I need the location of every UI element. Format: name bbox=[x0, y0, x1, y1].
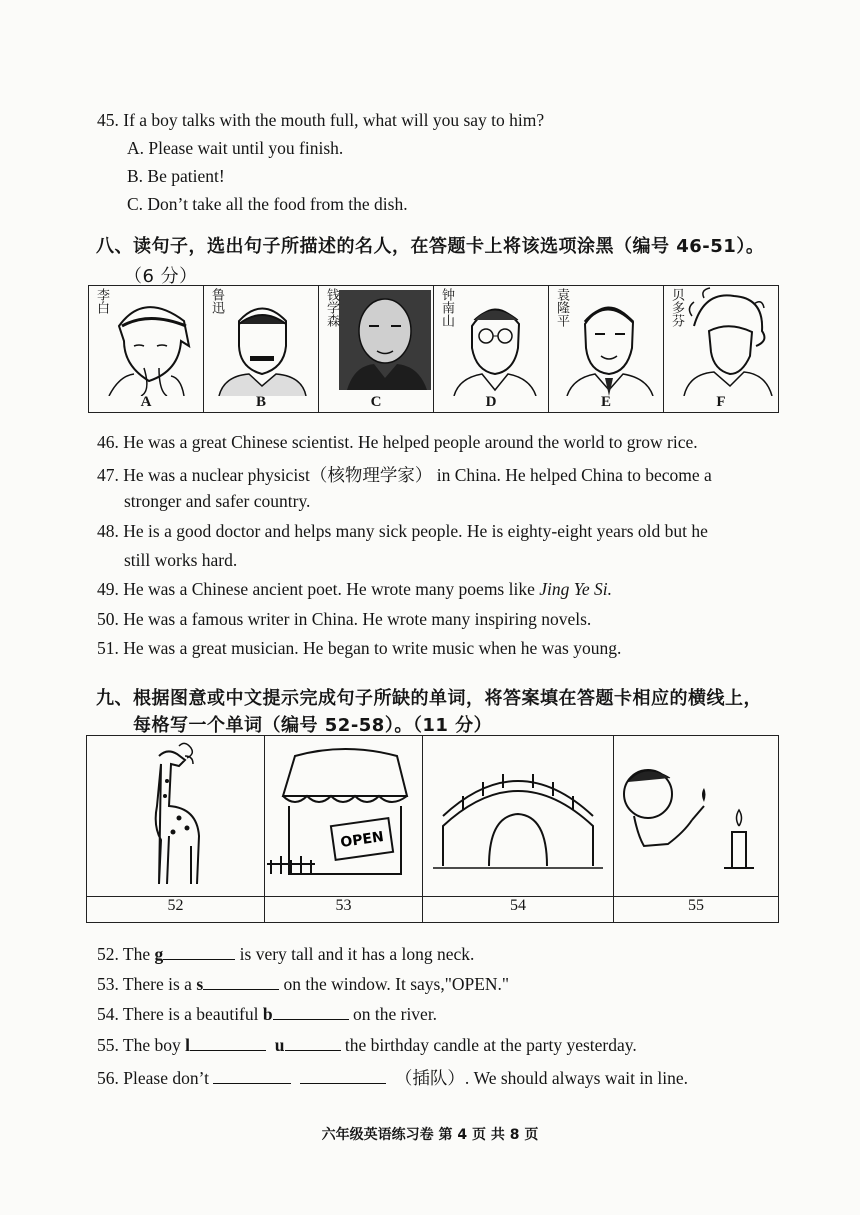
picture-number: 55 bbox=[614, 897, 779, 923]
open-sign: OPEN bbox=[339, 829, 385, 851]
portrait-table bbox=[88, 285, 779, 413]
section-8-heading: 八、读句子，选出句子所描述的名人，在答题卡上将该选项涂黑（编号 46-51）。 bbox=[96, 236, 765, 257]
answer-blank[interactable] bbox=[285, 1036, 341, 1051]
q53-post: on the window. It says,"OPEN." bbox=[279, 974, 510, 994]
portrait-cell-c bbox=[319, 286, 434, 413]
option-letter: D bbox=[485, 394, 497, 410]
picture-giraffe-cell bbox=[87, 736, 265, 897]
picture-number: 53 bbox=[265, 897, 423, 923]
section-9-heading: 九、根据图意或中文提示完成句子所缺的单词，将答案填在答题卡相应的横线上， bbox=[96, 688, 762, 709]
q52-pre: 52. The bbox=[97, 944, 155, 964]
bridge-icon bbox=[423, 736, 613, 896]
option-letter: B bbox=[255, 394, 266, 410]
question-55 bbox=[97, 1035, 637, 1056]
question-54 bbox=[97, 1004, 437, 1025]
shop-icon bbox=[265, 736, 422, 896]
picture-number: 52 bbox=[87, 897, 265, 923]
portrait-cell-b bbox=[204, 286, 319, 413]
answer-blank[interactable] bbox=[190, 1036, 266, 1051]
q53-letter: s bbox=[196, 974, 204, 994]
q52-post: is very tall and it has a long neck. bbox=[235, 944, 475, 964]
answer-blank[interactable] bbox=[273, 1005, 349, 1020]
picture-boy-candle-cell bbox=[614, 736, 779, 897]
option-b: B. Be patient! bbox=[127, 166, 225, 186]
picture-bridge-cell bbox=[423, 736, 614, 897]
giraffe-icon bbox=[87, 736, 264, 896]
portrait-name: 钟南山 bbox=[439, 288, 454, 327]
question-53 bbox=[97, 974, 509, 995]
option-a: A. Please wait until you finish. bbox=[127, 138, 344, 158]
question-46: 46. He was a great Chinese scientist. He helped people around the world to grow rice. bbox=[97, 432, 698, 452]
q55-letter-1: l bbox=[185, 1035, 191, 1055]
question-47-cont: stronger and safer country. bbox=[124, 491, 311, 511]
q54-post: on the river. bbox=[348, 1004, 438, 1024]
question-50: 50. He was a famous writer in China. He wrote many inspiring novels. bbox=[97, 609, 592, 629]
option-letter: C bbox=[370, 394, 382, 410]
page-footer: 六年级英语练习卷 第 4 页 共 8 页 bbox=[321, 1127, 539, 1143]
option-letter: E bbox=[600, 394, 611, 410]
question-56 bbox=[97, 1065, 688, 1090]
boy-lighting-candle-icon bbox=[614, 736, 778, 896]
q56-post: . We should always wait in line. bbox=[464, 1068, 688, 1088]
q56-hint: （插队） bbox=[394, 1068, 465, 1088]
question-48: 48. He is a good doctor and helps many sick people. He is eighty-eight years old but he bbox=[97, 521, 708, 541]
question-49 bbox=[97, 579, 612, 600]
q54-letter: b bbox=[262, 1004, 273, 1024]
portrait-cell-f bbox=[664, 286, 779, 413]
poem-title: Jing Ye Si. bbox=[539, 579, 612, 599]
q55-pre: 55. The boy bbox=[97, 1035, 186, 1055]
picture-number: 54 bbox=[423, 897, 614, 923]
q54-pre: 54. There is a beautiful bbox=[97, 1004, 263, 1024]
q55-letter-2: u bbox=[274, 1035, 285, 1055]
question-51: 51. He was a great musician. He began to write music when he was young. bbox=[97, 638, 622, 658]
q52-letter: g bbox=[154, 944, 164, 964]
portrait-cell-e bbox=[549, 286, 664, 413]
question-45: 45. If a boy talks with the mouth full, what will you say to him? bbox=[97, 110, 545, 130]
question-47: 47. He was a nuclear physicist（核物理学家） in China. He helped China to become a bbox=[97, 465, 712, 485]
picture-table bbox=[86, 735, 779, 923]
answer-blank[interactable] bbox=[213, 1069, 291, 1084]
picture-shop-cell bbox=[265, 736, 423, 897]
section-9-heading-2: 每格写一个单词（编号 52-58）。（11 分） bbox=[133, 715, 493, 736]
question-48-cont: still works hard. bbox=[124, 550, 238, 570]
q55-post: the birthday candle at the party yesterday. bbox=[340, 1035, 637, 1055]
portrait-name: 袁隆平 bbox=[554, 288, 569, 327]
portrait-cell-a bbox=[89, 286, 204, 413]
option-letter: F bbox=[716, 394, 726, 410]
q53-pre: 53. There is a bbox=[97, 974, 197, 994]
answer-blank[interactable] bbox=[300, 1069, 386, 1084]
portrait-name: 贝多芬 bbox=[669, 288, 684, 327]
portrait-name: 鲁迅 bbox=[209, 288, 224, 314]
portrait-name: 李白 bbox=[94, 288, 109, 314]
section-8-score: （6 分） bbox=[124, 266, 198, 287]
portrait-name: 钱学森 bbox=[324, 288, 339, 327]
q56-pre: 56. Please don’t bbox=[97, 1068, 214, 1088]
question-52 bbox=[97, 944, 474, 965]
option-c: C. Don’t take all the food from the dish. bbox=[127, 194, 408, 214]
answer-blank[interactable] bbox=[163, 945, 235, 960]
portrait-cell-d bbox=[434, 286, 549, 413]
option-letter: A bbox=[140, 394, 152, 410]
question-49-text: 49. He was a Chinese ancient poet. He wrote many poems like bbox=[97, 579, 540, 599]
answer-blank[interactable] bbox=[203, 975, 279, 990]
